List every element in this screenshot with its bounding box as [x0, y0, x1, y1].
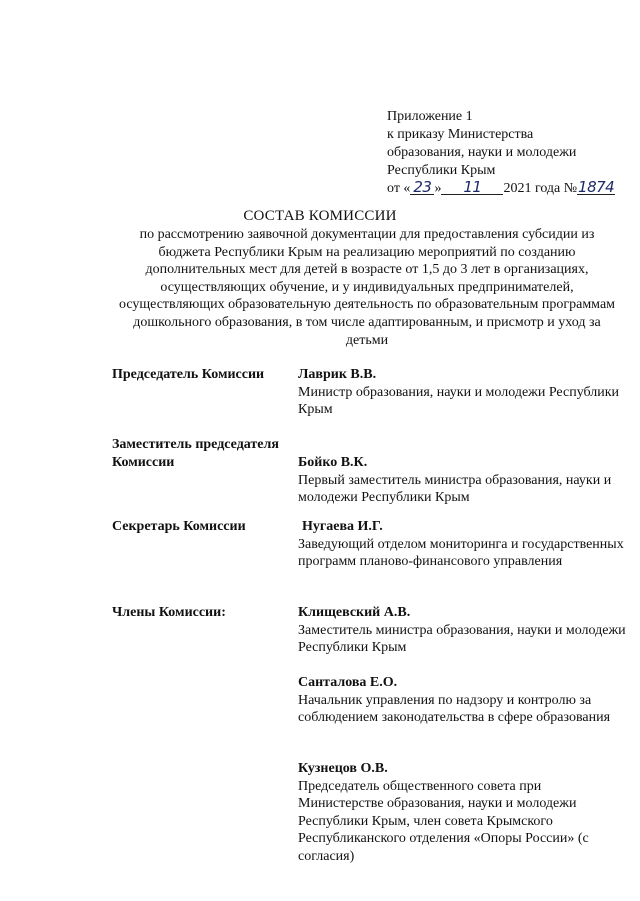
date-day-handwritten: 23 [410, 180, 434, 195]
appendix-date-line [387, 180, 637, 198]
member-name: Нугаева И.Г. [302, 519, 383, 534]
date-mid: » [434, 181, 442, 196]
member-name: Кузнецов О.В. [298, 761, 388, 776]
appendix-line-4: Республики Крым [387, 163, 496, 178]
member-position: Начальник управления по надзору и контролю за соблюдением законодательства в сфере образования [298, 692, 611, 725]
member-person [298, 604, 628, 657]
member-position: Министр образования, науки и молодежи Республики Крым [298, 384, 620, 417]
appendix-line-2: к приказу Министерства [387, 127, 534, 142]
date-month-handwritten: 11 [441, 180, 503, 195]
member-person [298, 366, 628, 419]
date-year: 2021 года № [503, 181, 578, 196]
member-name: Бойко В.К. [298, 455, 368, 470]
document-title: СОСТАВ КОМИССИИ [243, 208, 397, 224]
member-position: Заместитель министра образования, науки и молодежи Республики Крым [298, 622, 626, 655]
member-name: Клищевский А.В. [298, 605, 411, 620]
member-name: Лаврик В.В. [298, 367, 377, 382]
member-person [298, 454, 628, 507]
appendix-block [387, 108, 637, 198]
member-position: Первый заместитель министра образования, науки и молодежи Республики Крым [298, 472, 612, 505]
member-role: Заместитель председателя Комиссии [112, 437, 279, 470]
member-role: Члены Комиссии: [112, 605, 226, 620]
order-number-handwritten: 1874 [578, 178, 615, 196]
date-prefix: от « [387, 181, 411, 196]
document-subtitle: по рассмотрению заявочной документации для предоставления субсидии из бюджета Республики Крым на реализацию мероприятий по созданию дополнительных мест для детей в возрасте от 1,5 до 3 лет в организациях, осуществляющих обучение, и у индивидуальных предпринимателей, осуществляющих образовательную деятельность по образовательным программам дошкольного образования, в том числе адаптированным, и присмотр и уход за детьми [118, 227, 616, 348]
member-role: Председатель Комиссии [112, 367, 265, 382]
member-person [298, 518, 628, 571]
member-position: Председатель общественного совета при Министерстве образования, науки и молодежи Республики Крым, член совета Крымского Республиканского отделения «Опоры России» (с согласия) [298, 778, 589, 864]
appendix-line-3: образования, науки и молодежи [387, 145, 577, 160]
member-role: Секретарь Комиссии [112, 519, 246, 534]
member-position: Заведующий отделом мониторинга и государственных программ планово-финансового управления [298, 536, 624, 569]
member-name: Санталова Е.О. [298, 675, 398, 690]
appendix-line-1: Приложение 1 [387, 109, 473, 124]
member-person [298, 674, 628, 727]
member-person [298, 760, 628, 865]
